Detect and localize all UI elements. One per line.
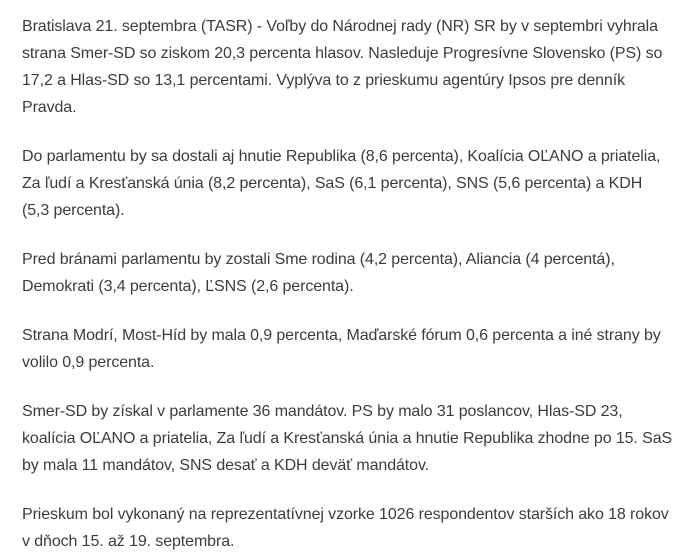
article-paragraph-methodology: Prieskum bol vykonaný na reprezentatívnej vzorke 1026 respondentov starších ako 18 rokov v dňoch 15. až 19. septembra. <box>22 506 669 550</box>
article-paragraph-parties-in: Do parlamentu by sa dostali aj hnutie Republika (8,6 percenta), Koalícia OĽANO a priatelia, Za ľudí a Kresťanská únia (8,2 percenta), SaS (6,1 percenta), SNS (5,6 percenta) a KDH (5,3 percenta). <box>22 148 661 219</box>
article-paragraph-mandates: Smer-SD by získal v parlamente 36 mandátov. PS by malo 31 poslancov, Hlas-SD 23, koalícia OĽANO a priatelia, Za ľudí a Kresťanská únia a hnutie Republika zhodne po 15. SaS by mala 11 mandátov, SNS desať a KDH deväť mandátov. <box>22 403 673 474</box>
article-paragraph-lead: Bratislava 21. septembra (TASR) - Voľby do Národnej rady (NR) SR by v septembri vyhrala strana Smer-SD so ziskom 20,3 percenta hlasov. Nasleduje Progresívne Slovensko (PS) so 17,2 a Hlas-SD so 13,1 percentami. Vyplýva to z prieskumu agentúry Ipsos pre denník Pravda. <box>22 18 663 116</box>
article-paragraph-parties-out: Pred bránami parlamentu by zostali Sme rodina (4,2 percenta), Aliancia (4 percentá), Demokrati (3,4 percenta), ĽSNS (2,6 percenta). <box>22 251 615 295</box>
article-body <box>22 13 673 555</box>
article-paragraph-small-parties: Strana Modrí, Most-Híd by mala 0,9 percenta, Maďarské fórum 0,6 percenta a iné strany by volilo 0,9 percenta. <box>22 327 661 371</box>
